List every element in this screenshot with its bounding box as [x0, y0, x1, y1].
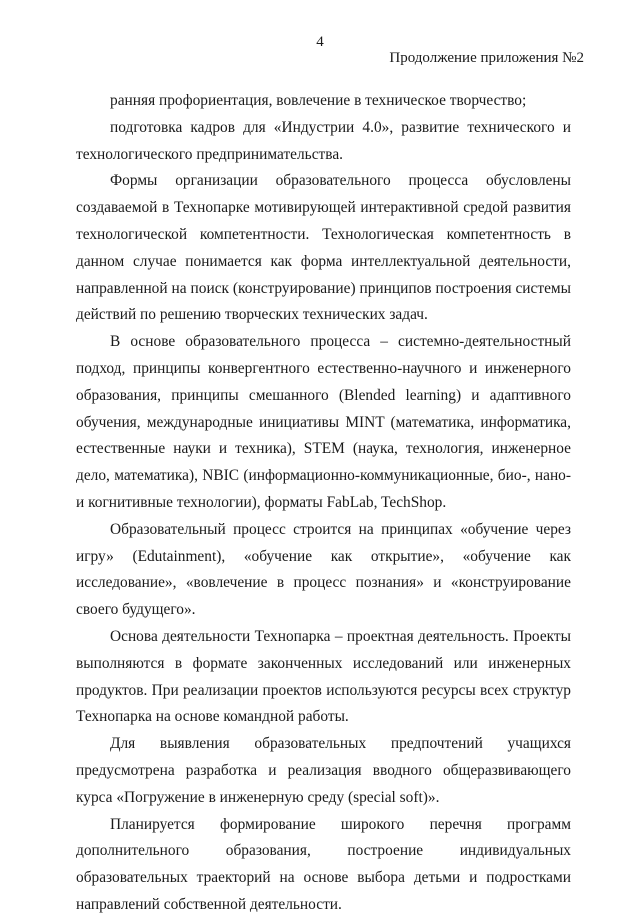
paragraph-learning-principles: Образовательный процесс строится на принципах «обучение через игру» (Edutainment), «обучение как открытие», «обучение как исследование», «вовлечение в процесс познания» и «конструирование своего будущего».	[76, 520, 571, 619]
paragraph-organization-forms: Формы организации образовательного процесса обусловлены создаваемой в Технопарке мотивирующей интерактивной средой развития технологической компетентности. Технологическая компетентность в данном случае понимается как форма интеллектуальной деятельности, направленной на поиск (конструирование) принципов построения системы действий по решению творческих технических задач.	[76, 172, 571, 324]
paragraph-project-activity: Основа деятельности Технопарка – проектная деятельность. Проекты выполняются в формате законченных исследований или инженерных продуктов. При реализации проектов используются ресурсы всех структур Технопарка на основе командной работы.	[76, 627, 571, 726]
page-number: 4	[316, 34, 324, 50]
paragraph-educational-basis: В основе образовательного процесса – системно-деятельностный подход, принципы конвергентного естественно-научного и инженерного образования, принципы смешанного (Blended learning) и адаптивного обучения, международные инициативы MINT (математика, информатика, естественные науки и техника), STEM (наука, технология, инженерное дело, математика), NBIC (информационно-коммуникационные, био-, нано- и когнитивные технологии), форматы FabLab, TechShop.	[76, 333, 571, 511]
paragraph-industry-training: подготовка кадров для «Индустрии 4.0», развитие технического и технологического предпринимательства.	[76, 118, 571, 163]
paragraph-program-planning: Планируется формирование широкого перечня программ дополнительного образования, построение индивидуальных образовательных траекторий на основе выбора детьми и подростками направлений собственной деятельности.	[76, 815, 571, 913]
paragraph-early-career-guidance: ранняя профориентация, вовлечение в техническое творчество;	[110, 92, 527, 109]
paragraph-introductory-course: Для выявления образовательных предпочтений учащихся предусмотрена разработка и реализация вводного общеразвивающего курса «Погружение в инженерную среду (special soft)».	[76, 735, 571, 806]
document-body	[76, 88, 571, 919]
appendix-continuation-header: Продолжение приложения №2	[389, 50, 584, 66]
